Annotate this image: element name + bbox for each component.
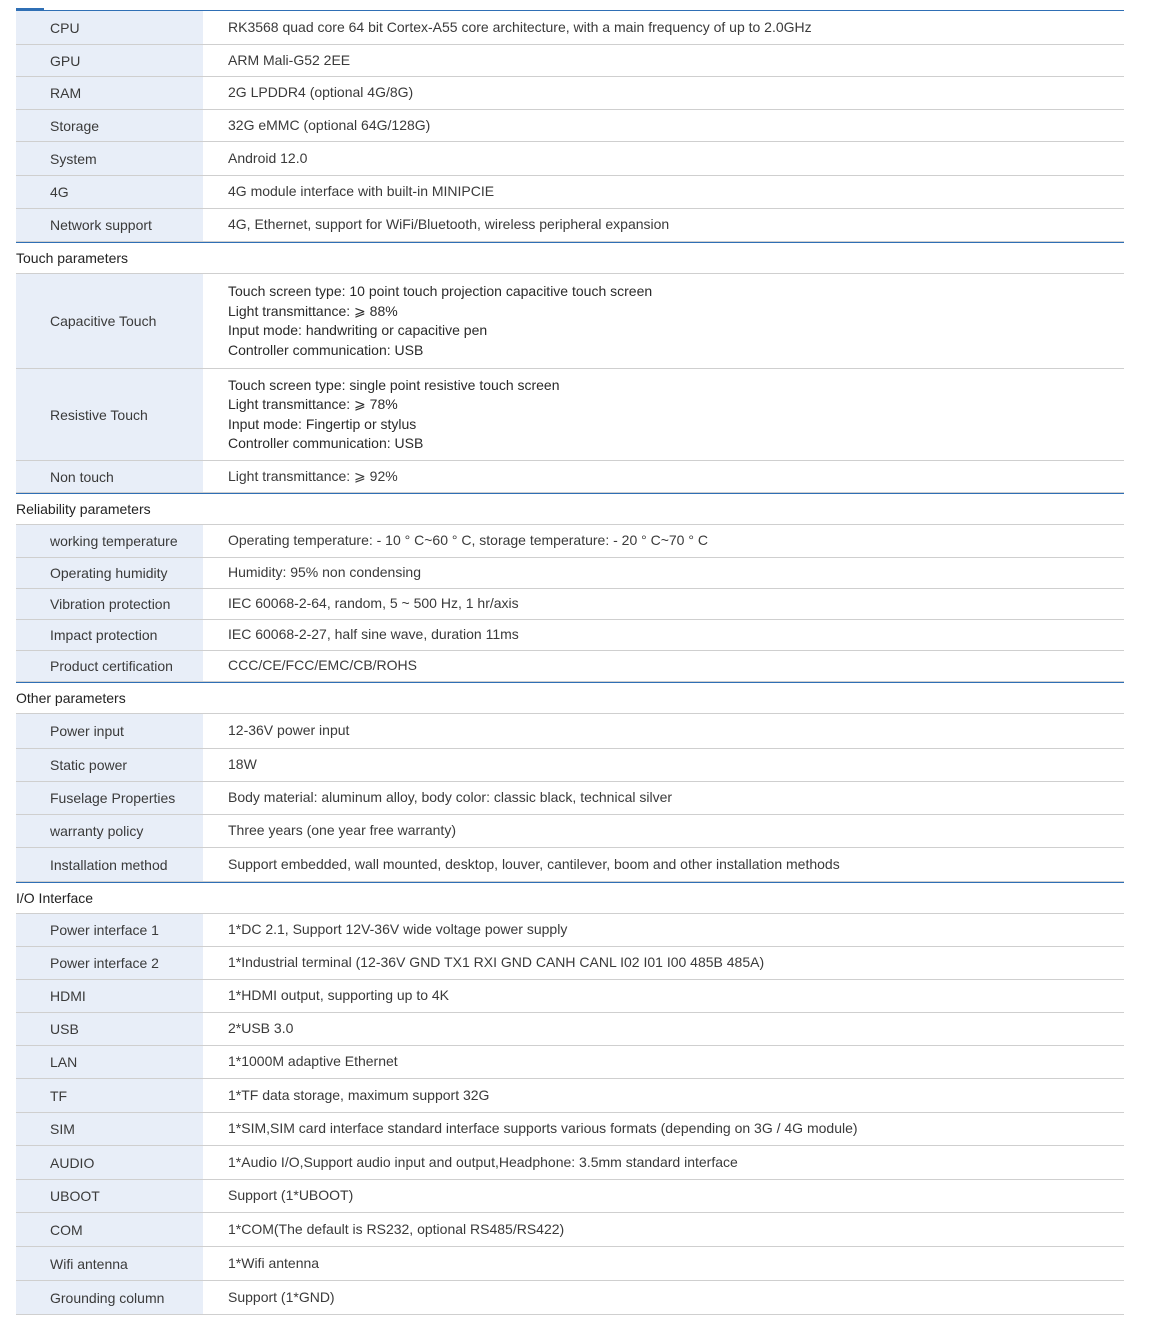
spec-row-network-support: [16, 209, 1124, 242]
spec-label: Product certification: [16, 651, 203, 681]
spec-label: USB: [16, 1013, 203, 1045]
spec-value: [203, 274, 1124, 368]
spec-value: [203, 1146, 1124, 1179]
spec-row-power-input: [16, 714, 1124, 749]
spec-value-line: Controller communication: USB: [228, 341, 424, 358]
spec-table: [16, 10, 1124, 1315]
spec-value-line: 2*USB 3.0: [228, 1020, 294, 1037]
spec-label: Installation method: [16, 848, 203, 881]
spec-value-line: 1*Wifi antenna: [228, 1254, 320, 1271]
spec-label: TF: [16, 1079, 203, 1112]
spec-value-line: IEC 60068-2-64, random, 5 ~ 500 Hz, 1 hr/axis: [228, 595, 519, 612]
spec-value: [203, 1046, 1124, 1078]
spec-value: [203, 1079, 1124, 1112]
spec-label: Storage: [16, 110, 203, 141]
spec-value: [203, 142, 1124, 175]
spec-value-line: 1*TF data storage, maximum support 32G: [228, 1086, 490, 1103]
spec-value-line: IEC 60068-2-27, half sine wave, duration 11ms: [228, 626, 519, 643]
spec-row-system: [16, 142, 1124, 176]
spec-label: HDMI: [16, 980, 203, 1012]
spec-value: [203, 589, 1124, 619]
spec-value: [203, 11, 1124, 44]
spec-value: [203, 947, 1124, 979]
spec-label: Wifi antenna: [16, 1247, 203, 1280]
spec-row-working-temperature: [16, 525, 1124, 558]
spec-value: [203, 176, 1124, 208]
spec-value: [203, 1013, 1124, 1045]
spec-value-line: ARM Mali-G52 2EE: [228, 51, 351, 68]
spec-value-line: RK3568 quad core 64 bit Cortex-A55 core architecture, with a main frequency of up to 2.0GHz: [228, 18, 812, 35]
spec-label: Capacitive Touch: [16, 274, 203, 368]
spec-row-grounding-column: [16, 1281, 1124, 1315]
spec-row-impact-protection: [16, 620, 1124, 651]
spec-value: [203, 1281, 1124, 1314]
spec-label: Fuselage Properties: [16, 782, 203, 814]
spec-row-tf: [16, 1079, 1124, 1113]
spec-value-line: 4G module interface with built-in MINIPCIE: [228, 183, 495, 200]
spec-row-vibration-protection: [16, 589, 1124, 620]
spec-value: [203, 980, 1124, 1012]
spec-value-line: 2G LPDDR4 (optional 4G/8G): [228, 84, 414, 101]
spec-value-line: 1*Audio I/O,Support audio input and output,Headphone: 3.5mm standard interface: [228, 1153, 738, 1170]
spec-value: [203, 714, 1124, 748]
spec-value-line: Touch screen type: single point resistive touch screen: [228, 376, 560, 393]
spec-value: [203, 525, 1124, 557]
spec-value-line: Body material: aluminum alloy, body color: classic black, technical silver: [228, 789, 673, 806]
spec-row-gpu: [16, 45, 1124, 77]
spec-value-line: 18W: [228, 756, 257, 773]
spec-value-line: Support (1*UBOOT): [228, 1187, 354, 1204]
spec-value: [203, 558, 1124, 588]
spec-value-line: 1*DC 2.1, Support 12V-36V wide voltage power supply: [228, 921, 568, 938]
spec-label: Power input: [16, 714, 203, 748]
spec-value-line: Input mode: Fingertip or stylus: [228, 415, 417, 432]
spec-value-line: CCC/CE/FCC/EMC/CB/ROHS: [228, 657, 418, 674]
spec-label: Vibration protection: [16, 589, 203, 619]
spec-value: [203, 782, 1124, 814]
spec-value: [203, 1213, 1124, 1246]
spec-label: warranty policy: [16, 815, 203, 847]
spec-value-line: Light transmittance: ⩾ 78%: [228, 396, 398, 412]
spec-row-4g: [16, 176, 1124, 209]
spec-value-line: Input mode: handwriting or capacitive pen: [228, 322, 488, 338]
spec-label: AUDIO: [16, 1146, 203, 1179]
spec-row-operating-humidity: [16, 558, 1124, 589]
spec-row-fuselage-properties: [16, 782, 1124, 815]
spec-row-usb: [16, 1013, 1124, 1046]
spec-row-capacitive-touch: [16, 274, 1124, 369]
spec-row-installation-method: [16, 848, 1124, 882]
spec-value-line: Controller communication: USB: [228, 435, 424, 451]
spec-label: Operating humidity: [16, 558, 203, 588]
section-header-touch-parameters: Touch parameters: [16, 242, 1124, 274]
spec-value-line: Support (1*GND): [228, 1288, 335, 1305]
spec-value-line: 1*HDMI output, supporting up to 4K: [228, 987, 450, 1004]
spec-label: GPU: [16, 45, 203, 76]
spec-value: [203, 651, 1124, 681]
spec-value: [203, 620, 1124, 650]
spec-label: LAN: [16, 1046, 203, 1078]
spec-row-storage: [16, 110, 1124, 142]
spec-value-line: Android 12.0: [228, 149, 308, 166]
spec-row-wifi-antenna: [16, 1247, 1124, 1281]
spec-value: [203, 914, 1124, 946]
spec-label: Static power: [16, 749, 203, 781]
spec-row-static-power: [16, 749, 1124, 782]
spec-value: [203, 369, 1124, 460]
spec-label: UBOOT: [16, 1180, 203, 1212]
spec-row-product-certification: [16, 651, 1124, 682]
spec-value-line: 12-36V power input: [228, 722, 350, 739]
spec-row-power-interface-1: [16, 914, 1124, 947]
spec-label: Resistive Touch: [16, 369, 203, 460]
section-header-reliability-parameters: Reliability parameters: [16, 493, 1124, 525]
spec-value: [203, 77, 1124, 109]
spec-row-hdmi: [16, 980, 1124, 1013]
spec-value: [203, 209, 1124, 241]
spec-label: Non touch: [16, 461, 203, 492]
spec-row-com: [16, 1213, 1124, 1247]
spec-value-line: Three years (one year free warranty): [228, 822, 456, 839]
spec-label: 4G: [16, 176, 203, 208]
spec-row-non-touch: [16, 461, 1124, 493]
spec-row-uboot: [16, 1180, 1124, 1213]
spec-value-line: Touch screen type: 10 point touch projection capacitive touch screen: [228, 283, 653, 299]
spec-value-line: 4G, Ethernet, support for WiFi/Bluetooth, wireless peripheral expansion: [228, 216, 670, 233]
spec-label: RAM: [16, 77, 203, 109]
section-header-other-parameters: Other parameters: [16, 682, 1124, 714]
spec-value-line: 1*Industrial terminal (12-36V GND TX1 RXI GND CANH CANL I02 I01 I00 485B 485A): [228, 954, 765, 971]
spec-value-line: 1*COM(The default is RS232, optional RS485/RS422): [228, 1220, 565, 1237]
spec-row-ram: [16, 77, 1124, 110]
spec-value: [203, 1113, 1124, 1145]
spec-value-line: 32G eMMC (optional 64G/128G): [228, 116, 431, 133]
spec-value: [203, 1180, 1124, 1212]
spec-value-line: Support embedded, wall mounted, desktop, louver, cantilever, boom and other installation methods: [228, 855, 840, 872]
spec-value: [203, 45, 1124, 76]
spec-value: [203, 848, 1124, 881]
spec-value: [203, 110, 1124, 141]
spec-value: [203, 815, 1124, 847]
spec-label: working temperature: [16, 525, 203, 557]
spec-value-line: Operating temperature: - 10 ° C~60 ° C, storage temperature: - 20 ° C~70 ° C: [228, 532, 708, 549]
section-header-i-o-interface: I/O Interface: [16, 882, 1124, 914]
spec-row-power-interface-2: [16, 947, 1124, 980]
spec-row-sim: [16, 1113, 1124, 1146]
spec-value-line: Light transmittance: ⩾ 92%: [228, 467, 398, 484]
spec-label: Grounding column: [16, 1281, 203, 1314]
spec-row-warranty-policy: [16, 815, 1124, 848]
spec-value-line: Light transmittance: ⩾ 88%: [228, 302, 398, 319]
spec-value: [203, 1247, 1124, 1280]
spec-value: [203, 461, 1124, 492]
spec-label: System: [16, 142, 203, 175]
spec-row-resistive-touch: [16, 369, 1124, 461]
spec-label: Network support: [16, 209, 203, 241]
spec-label: SIM: [16, 1113, 203, 1145]
spec-value-line: 1*SIM,SIM card interface standard interface supports various formats (depending on 3G / 4G module): [228, 1120, 858, 1137]
spec-label: Impact protection: [16, 620, 203, 650]
spec-label: Power interface 1: [16, 914, 203, 946]
spec-value-line: Humidity: 95% non condensing: [228, 564, 422, 581]
spec-label: Power interface 2: [16, 947, 203, 979]
spec-label: COM: [16, 1213, 203, 1246]
spec-row-cpu: [16, 11, 1124, 45]
spec-value: [203, 749, 1124, 781]
spec-label: CPU: [16, 11, 203, 44]
spec-row-audio: [16, 1146, 1124, 1180]
spec-value-line: 1*1000M adaptive Ethernet: [228, 1053, 398, 1070]
spec-row-lan: [16, 1046, 1124, 1079]
